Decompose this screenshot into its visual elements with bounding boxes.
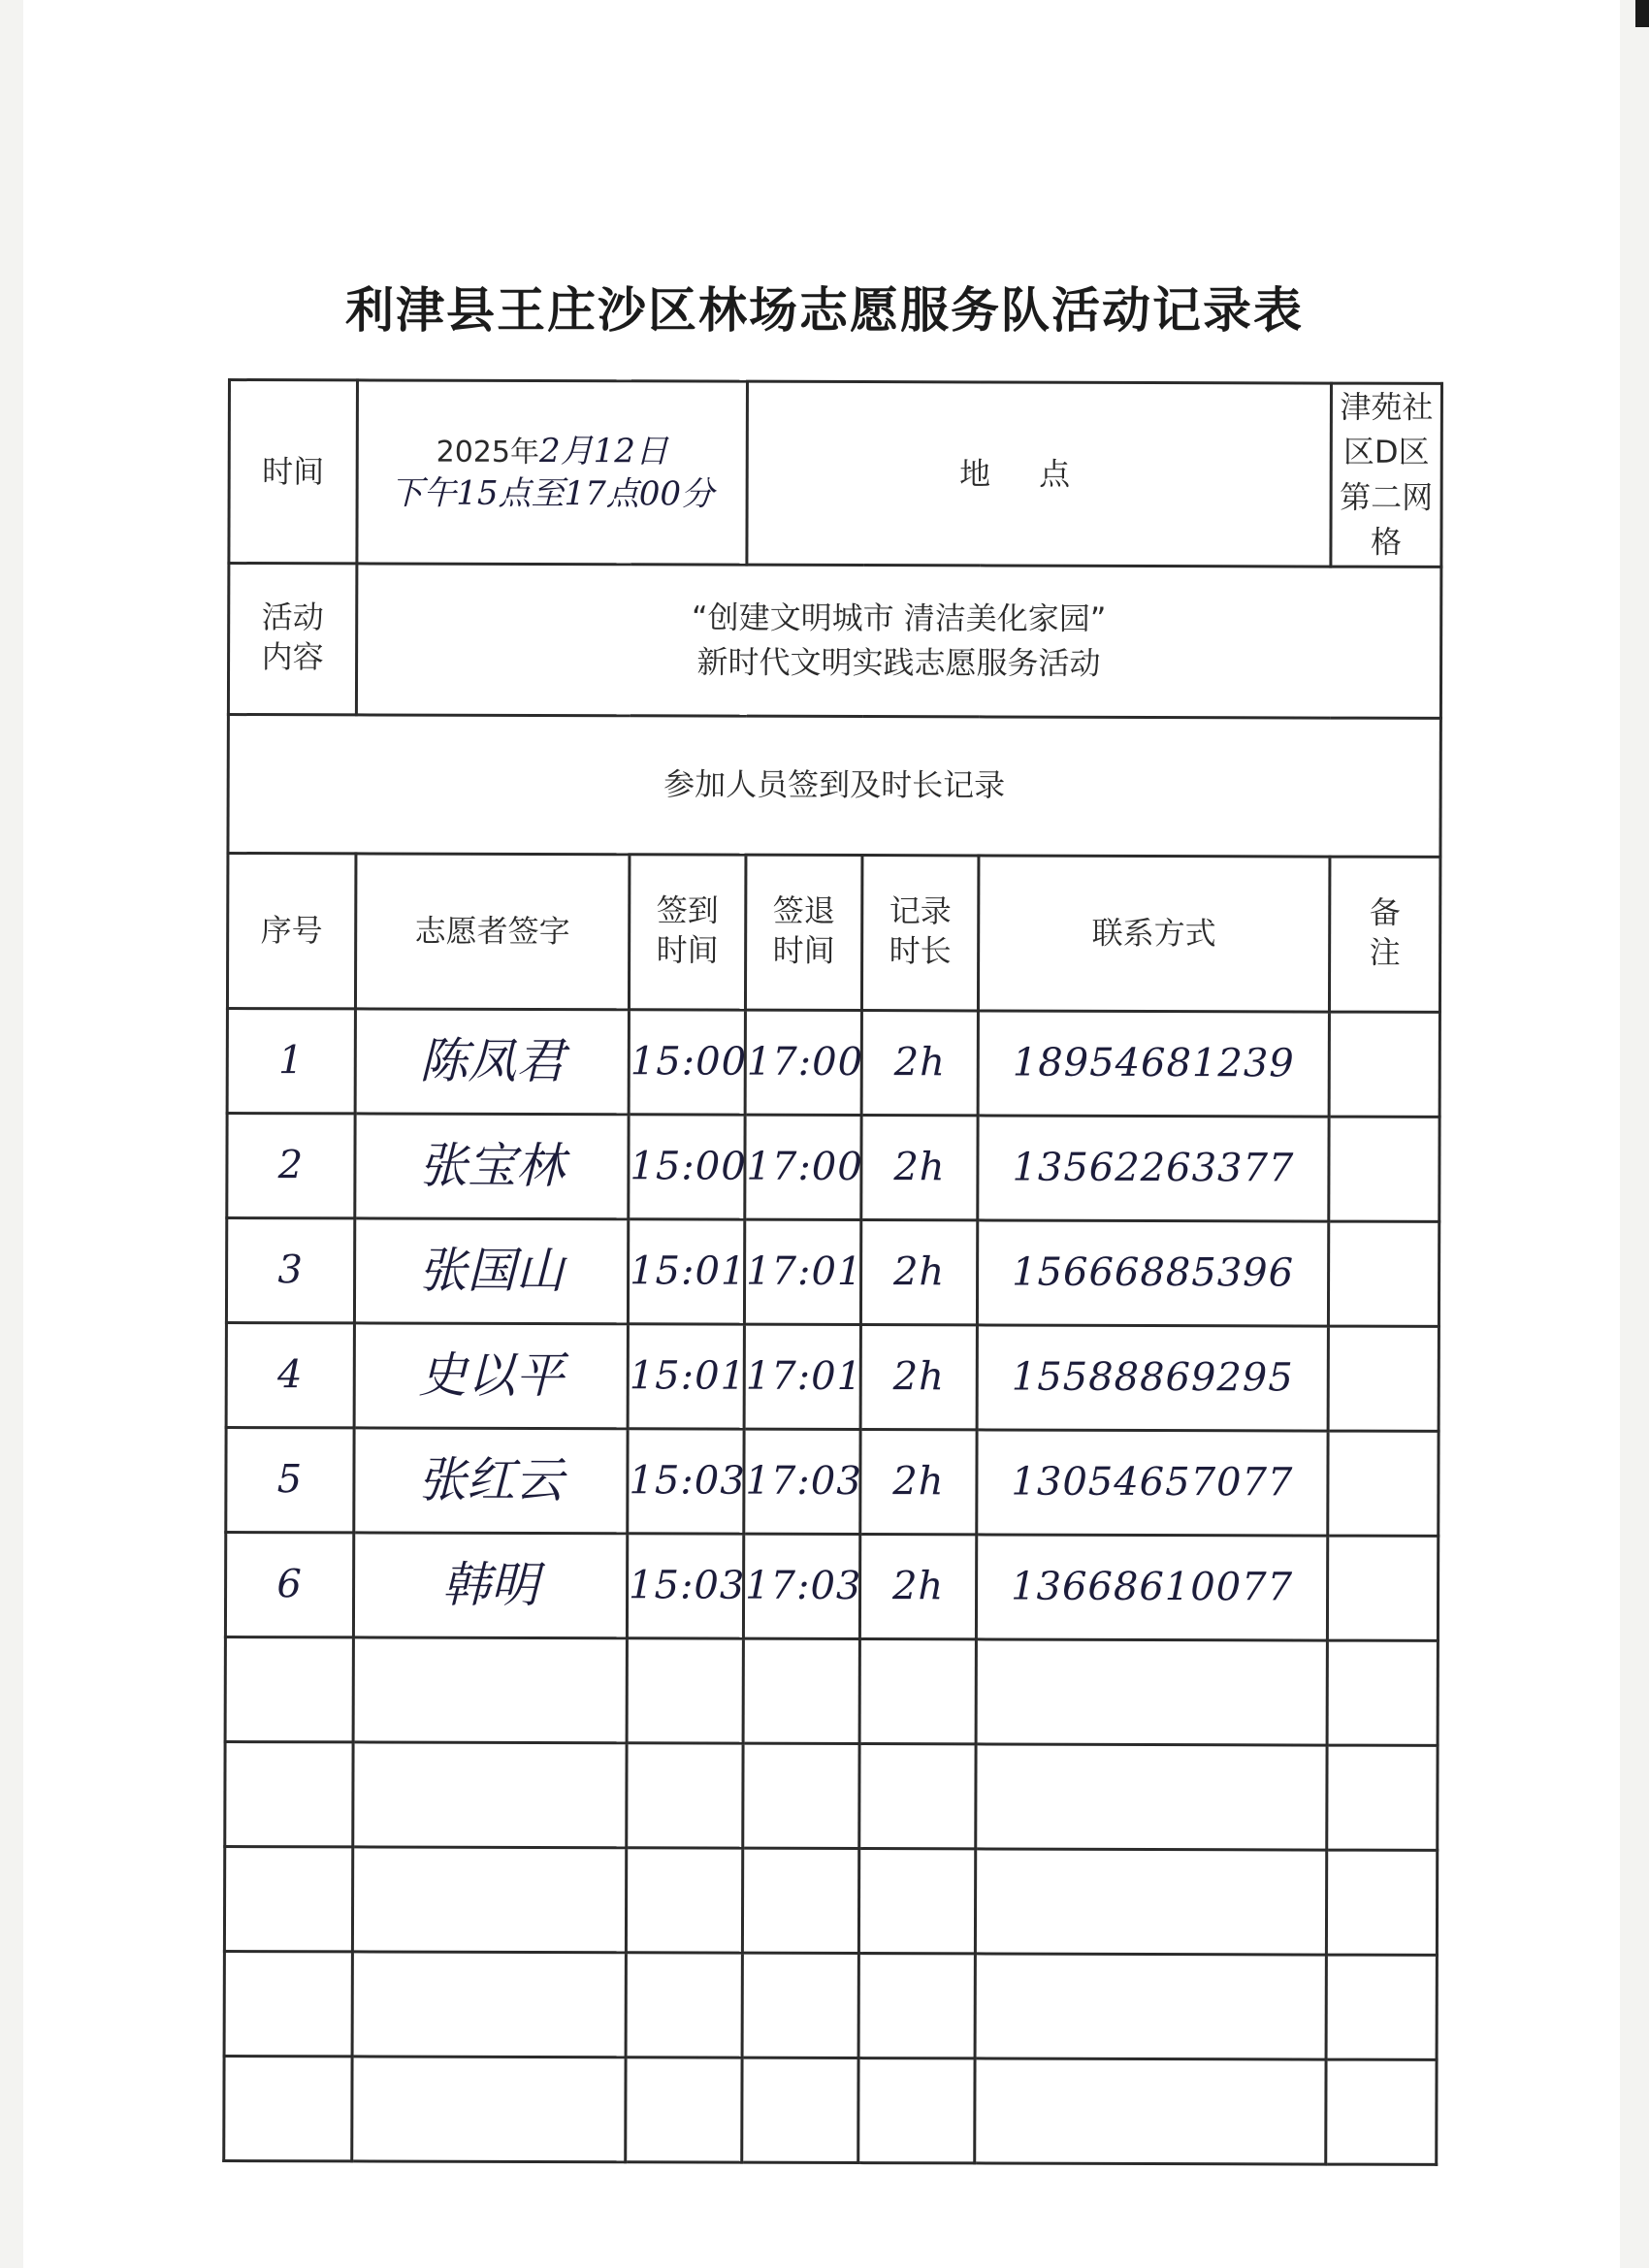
- row-duration: [858, 2057, 975, 2162]
- col-remarks: 备注: [1329, 857, 1440, 1012]
- scan-edge-mark: [1635, 0, 1649, 27]
- content-row: [228, 563, 1440, 718]
- time-label: 时间: [229, 380, 358, 564]
- row-checkin: 15:01: [628, 1323, 744, 1428]
- row-duration: 2h: [860, 1324, 977, 1429]
- row-duration: [859, 1743, 976, 1848]
- row-duration: 2h: [859, 1534, 976, 1638]
- row-checkin: [627, 1742, 743, 1847]
- row-seq: 6: [225, 1532, 353, 1636]
- row-signature: [352, 2056, 626, 2161]
- row-checkin: 15:03: [627, 1533, 743, 1637]
- row-duration: 2h: [861, 1115, 978, 1219]
- row-contact: [975, 2057, 1326, 2163]
- row-checkout: 17:00: [745, 1115, 861, 1219]
- row-duration: [858, 1953, 975, 2057]
- table-row: [226, 1427, 1439, 1536]
- location-label: 地点: [747, 381, 1332, 566]
- row-checkout: [742, 1953, 858, 2057]
- table-row: [226, 1322, 1439, 1431]
- time-value: [357, 380, 748, 565]
- row-contact: [976, 1638, 1327, 1744]
- col-seq: 序号: [227, 853, 356, 1008]
- row-checkout: [742, 1848, 858, 1953]
- col-checkin: 签到时间: [629, 854, 746, 1009]
- row-duration: 2h: [860, 1219, 977, 1324]
- content-label: 活动内容: [228, 563, 356, 714]
- row-contact: [975, 1953, 1326, 2058]
- row-checkout: [742, 2057, 858, 2162]
- table-row: [226, 1217, 1439, 1326]
- row-seq: [225, 1741, 353, 1846]
- row-checkin: [626, 1847, 742, 1952]
- row-remarks: [1326, 2059, 1437, 2164]
- row-signature: 韩明: [353, 1532, 627, 1637]
- row-duration: 2h: [861, 1010, 978, 1115]
- content-line-2: 新时代文明实践志愿服务活动: [696, 643, 1101, 682]
- row-remarks: [1327, 1640, 1438, 1745]
- row-seq: [224, 2056, 352, 2160]
- time-month-day: 2月12日: [538, 431, 668, 471]
- row-remarks: [1328, 1326, 1439, 1431]
- row-remarks: [1329, 1117, 1439, 1221]
- row-signature: 张红云: [354, 1427, 628, 1533]
- row-checkin: [627, 1637, 743, 1742]
- row-contact: 13054657077: [977, 1429, 1328, 1535]
- table-row: [225, 1741, 1438, 1850]
- row-duration: [859, 1638, 976, 1743]
- content-value: [356, 563, 1441, 718]
- row-seq: 2: [227, 1113, 355, 1217]
- row-signature: 史以平: [354, 1322, 628, 1428]
- col-signature: 志愿者签字: [355, 853, 630, 1009]
- row-remarks: [1326, 1850, 1437, 1955]
- column-header-row: [227, 853, 1440, 1012]
- row-seq: [224, 1846, 352, 1951]
- row-remarks: [1326, 1955, 1437, 2059]
- row-checkin: 15:01: [628, 1218, 744, 1323]
- time-range: 15点至17点00分: [456, 473, 715, 514]
- col-checkout: 签退时间: [745, 855, 862, 1010]
- row-signature: 陈凤君: [355, 1008, 629, 1114]
- row-checkin: 15:00: [629, 1114, 745, 1218]
- row-seq: 1: [227, 1008, 355, 1113]
- row-duration: 2h: [860, 1429, 977, 1534]
- sign-in-rows: [224, 1008, 1440, 2164]
- row-checkin: 15:00: [629, 1009, 745, 1114]
- row-checkin: [626, 2057, 742, 2161]
- table-row: [225, 1636, 1438, 1745]
- activity-record-table: [222, 378, 1443, 2165]
- row-checkout: [743, 1638, 859, 1743]
- row-remarks: [1327, 1536, 1438, 1640]
- table-row: [224, 2056, 1437, 2164]
- row-signature: [353, 1636, 627, 1742]
- section-title-row: [228, 714, 1440, 857]
- row-contact: 18954681239: [978, 1010, 1329, 1116]
- col-duration: 记录时长: [861, 855, 979, 1010]
- row-signature: 张国山: [354, 1217, 628, 1323]
- table-row: [224, 1951, 1437, 2059]
- row-remarks: [1328, 1431, 1439, 1536]
- row-checkout: 17:00: [745, 1010, 861, 1115]
- table-row: [225, 1532, 1438, 1640]
- row-checkout: 17:01: [744, 1219, 860, 1324]
- form-title: 利津县王庄沙区林场志愿服务队活动记录表: [345, 281, 1304, 339]
- row-contact: 15666885396: [977, 1219, 1328, 1325]
- row-checkout: 17:03: [744, 1429, 860, 1534]
- row-duration: [858, 1848, 975, 1953]
- row-seq: 3: [226, 1217, 354, 1322]
- row-remarks: [1329, 1012, 1439, 1117]
- row-seq: [224, 1951, 352, 2056]
- row-checkin: 15:03: [628, 1428, 744, 1533]
- row-contact: 13562263377: [978, 1115, 1329, 1220]
- row-signature: [352, 1951, 626, 2057]
- time-year: 2025年: [436, 435, 540, 470]
- location-value: 津苑社区D区第二网格: [1331, 383, 1442, 567]
- row-contact: 13668610077: [976, 1534, 1327, 1639]
- row-remarks: [1327, 1745, 1438, 1850]
- table-row: [227, 1113, 1439, 1221]
- row-seq: 4: [226, 1322, 354, 1427]
- table-row: [227, 1008, 1439, 1117]
- row-checkout: [743, 1743, 859, 1848]
- col-contact: 联系方式: [978, 855, 1330, 1011]
- row-signature: 张宝林: [355, 1113, 629, 1218]
- row-remarks: [1328, 1221, 1439, 1326]
- row-checkout: 17:03: [743, 1534, 859, 1638]
- row-checkout: 17:01: [744, 1324, 860, 1429]
- content-line-1: “创建文明城市 清洁美化家园”: [691, 599, 1107, 637]
- row-contact: [975, 1848, 1326, 1954]
- row-seq: 5: [226, 1427, 354, 1532]
- row-checkin: [626, 1952, 742, 2057]
- row-signature: [353, 1741, 627, 1847]
- table-row: [224, 1846, 1437, 1955]
- row-contact: 15588869295: [977, 1324, 1328, 1430]
- time-location-row: [229, 380, 1442, 567]
- row-signature: [352, 1846, 626, 1952]
- time-afternoon: 下午: [390, 473, 457, 513]
- row-seq: [225, 1636, 353, 1741]
- row-contact: [976, 1743, 1327, 1849]
- section-title: 参加人员签到及时长记录: [228, 714, 1440, 857]
